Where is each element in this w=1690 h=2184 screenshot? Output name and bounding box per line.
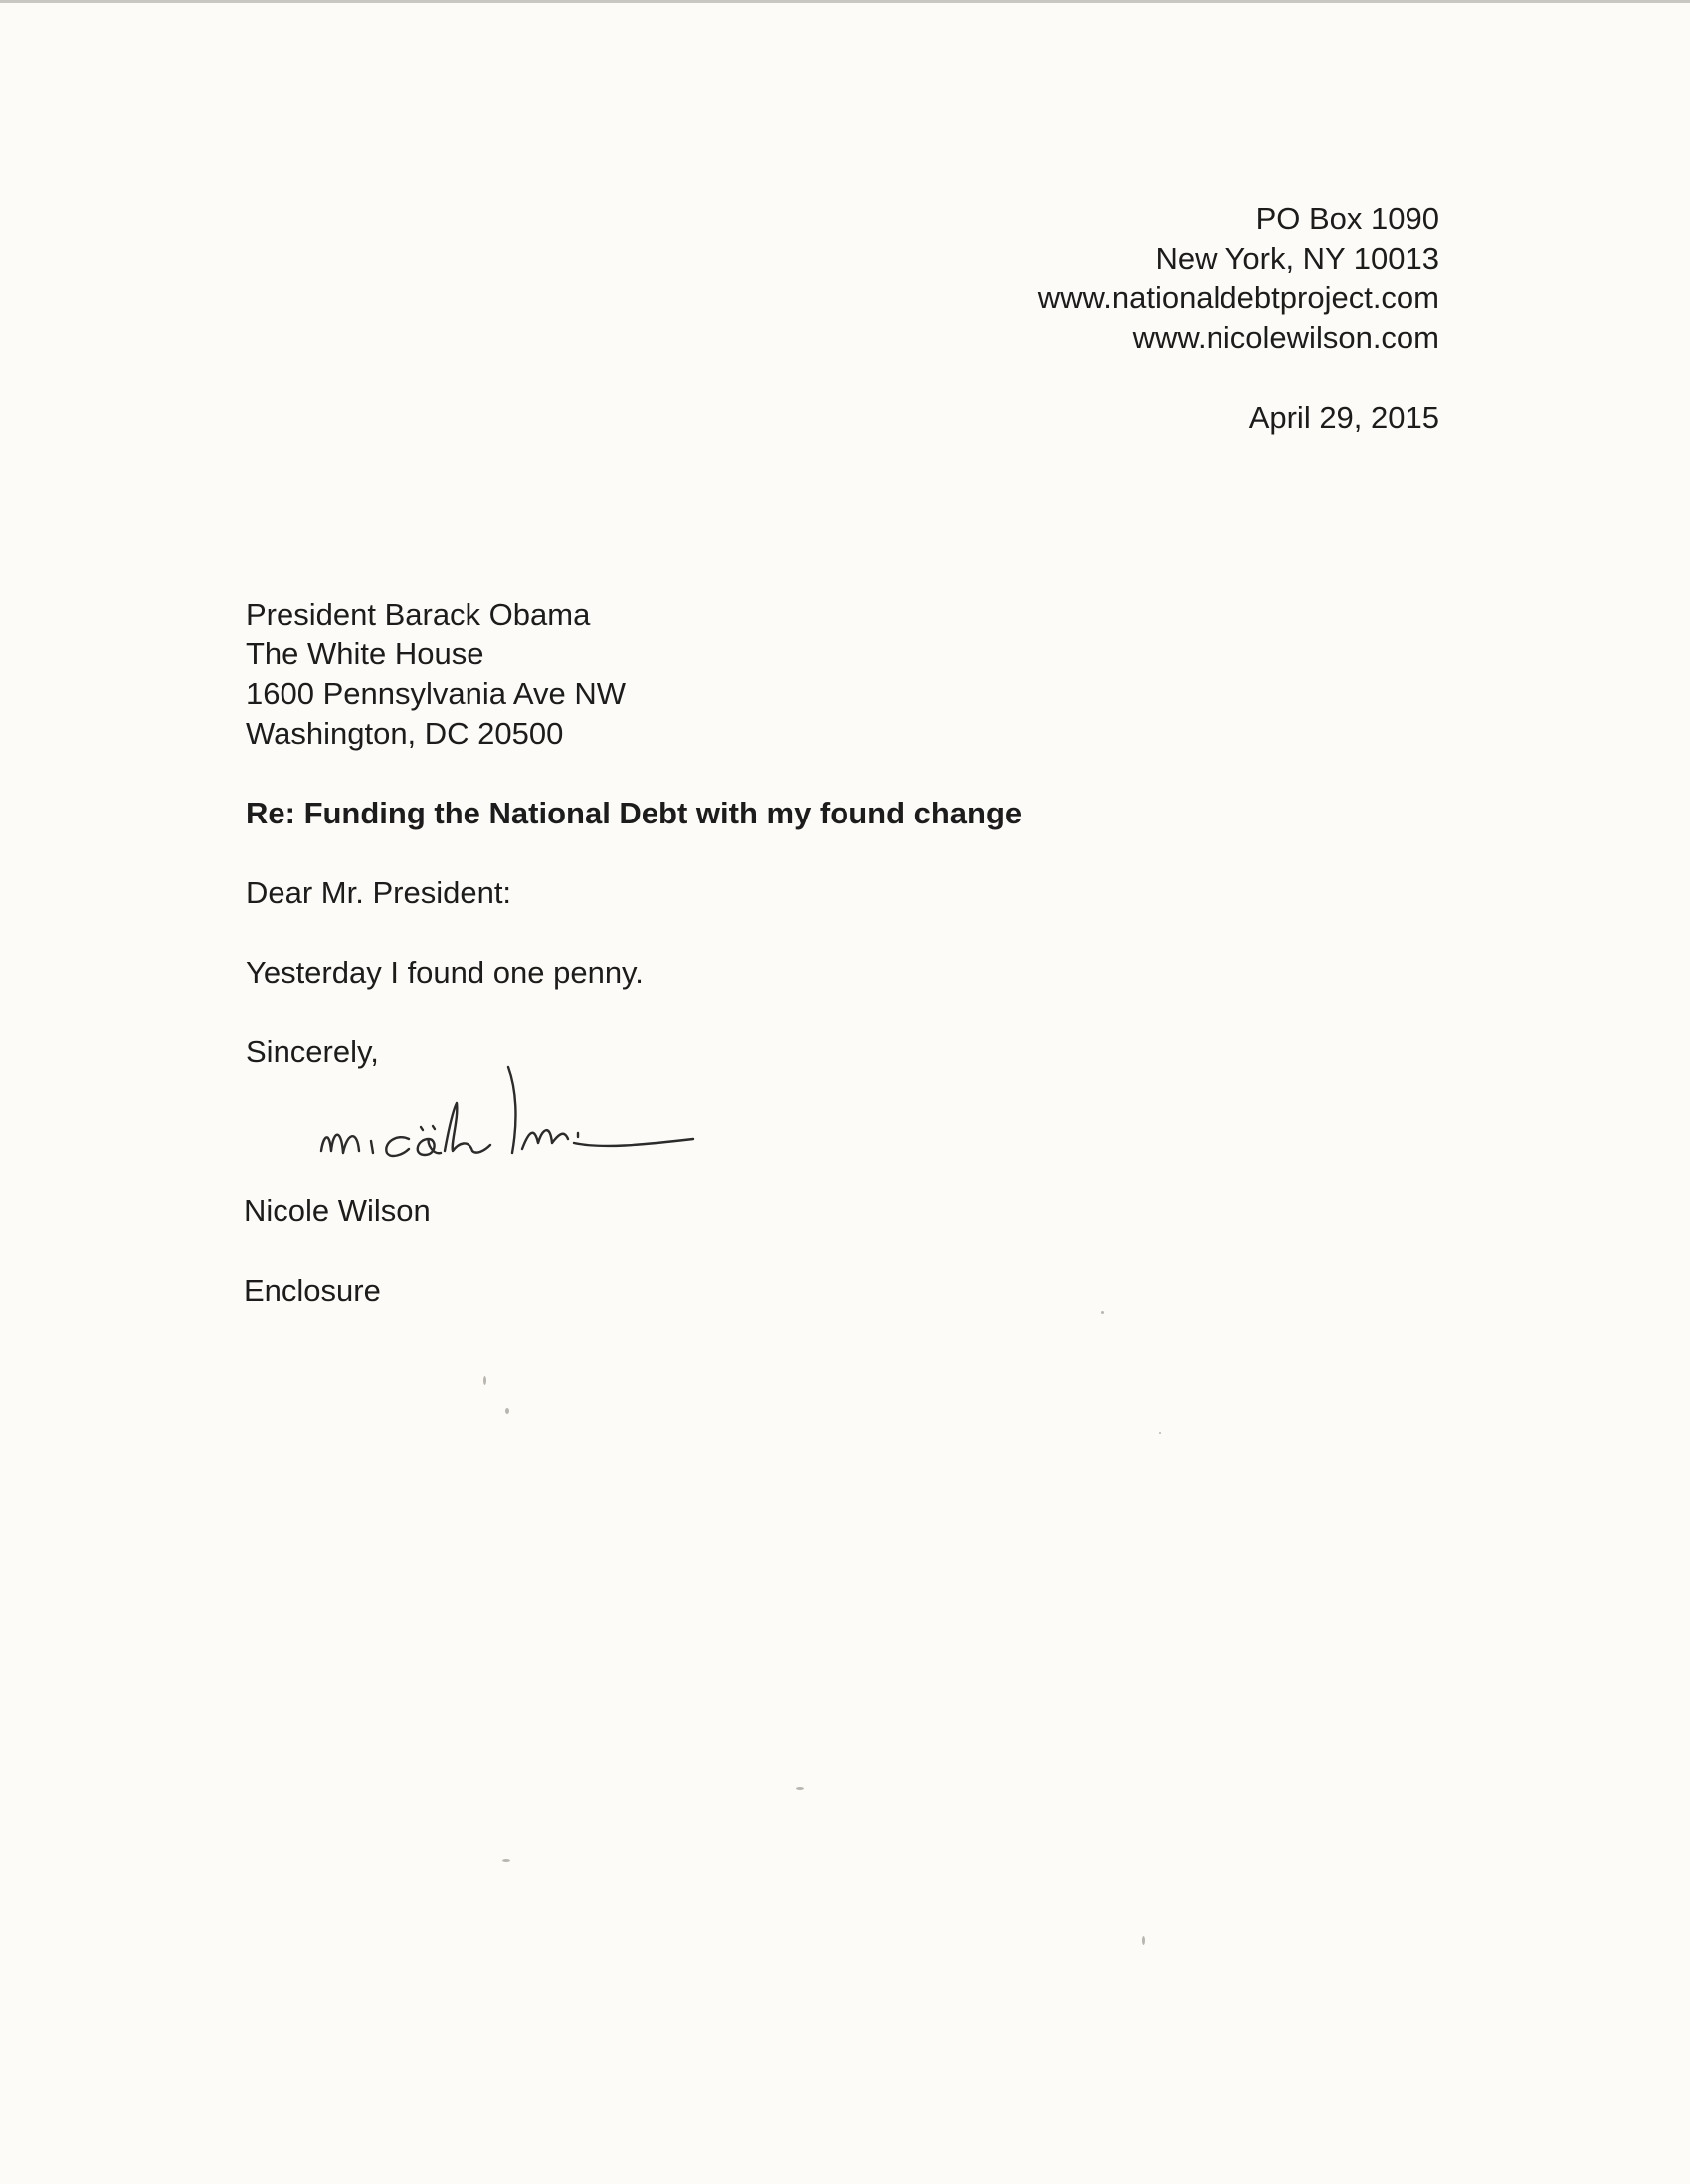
paper-speck xyxy=(483,1376,486,1385)
page-top-edge xyxy=(0,0,1690,3)
letter-date: April 29, 2015 xyxy=(1248,400,1439,435)
closing: Sincerely, xyxy=(246,1034,379,1069)
sender-address-block xyxy=(1038,199,1439,358)
paper-speck xyxy=(1159,1432,1161,1434)
sender-website-personal: www.nicolewilson.com xyxy=(1132,320,1439,355)
sender-po-box: PO Box 1090 xyxy=(1255,201,1439,236)
recipient-street: 1600 Pennsylvania Ave NW xyxy=(246,676,626,711)
paper-speck xyxy=(1101,1311,1104,1314)
paper-speck xyxy=(796,1787,804,1790)
paper-speck xyxy=(1142,1936,1145,1945)
enclosure-note: Enclosure xyxy=(244,1273,381,1308)
recipient-address-block xyxy=(246,595,626,754)
letter-body: Yesterday I found one penny. xyxy=(246,955,644,990)
signer-name: Nicole Wilson xyxy=(244,1193,431,1228)
recipient-organization: The White House xyxy=(246,637,484,671)
recipient-name: President Barack Obama xyxy=(246,597,591,632)
salutation: Dear Mr. President: xyxy=(246,875,512,910)
paper-speck xyxy=(502,1859,510,1862)
sender-city-state-zip: New York, NY 10013 xyxy=(1155,241,1439,275)
handwritten-signature xyxy=(313,1059,701,1169)
recipient-city-state-zip: Washington, DC 20500 xyxy=(246,716,564,751)
paper-speck xyxy=(505,1408,509,1414)
sender-website-project: www.nationaldebtproject.com xyxy=(1037,280,1439,315)
subject-line: Re: Funding the National Debt with my found change xyxy=(246,796,1023,830)
